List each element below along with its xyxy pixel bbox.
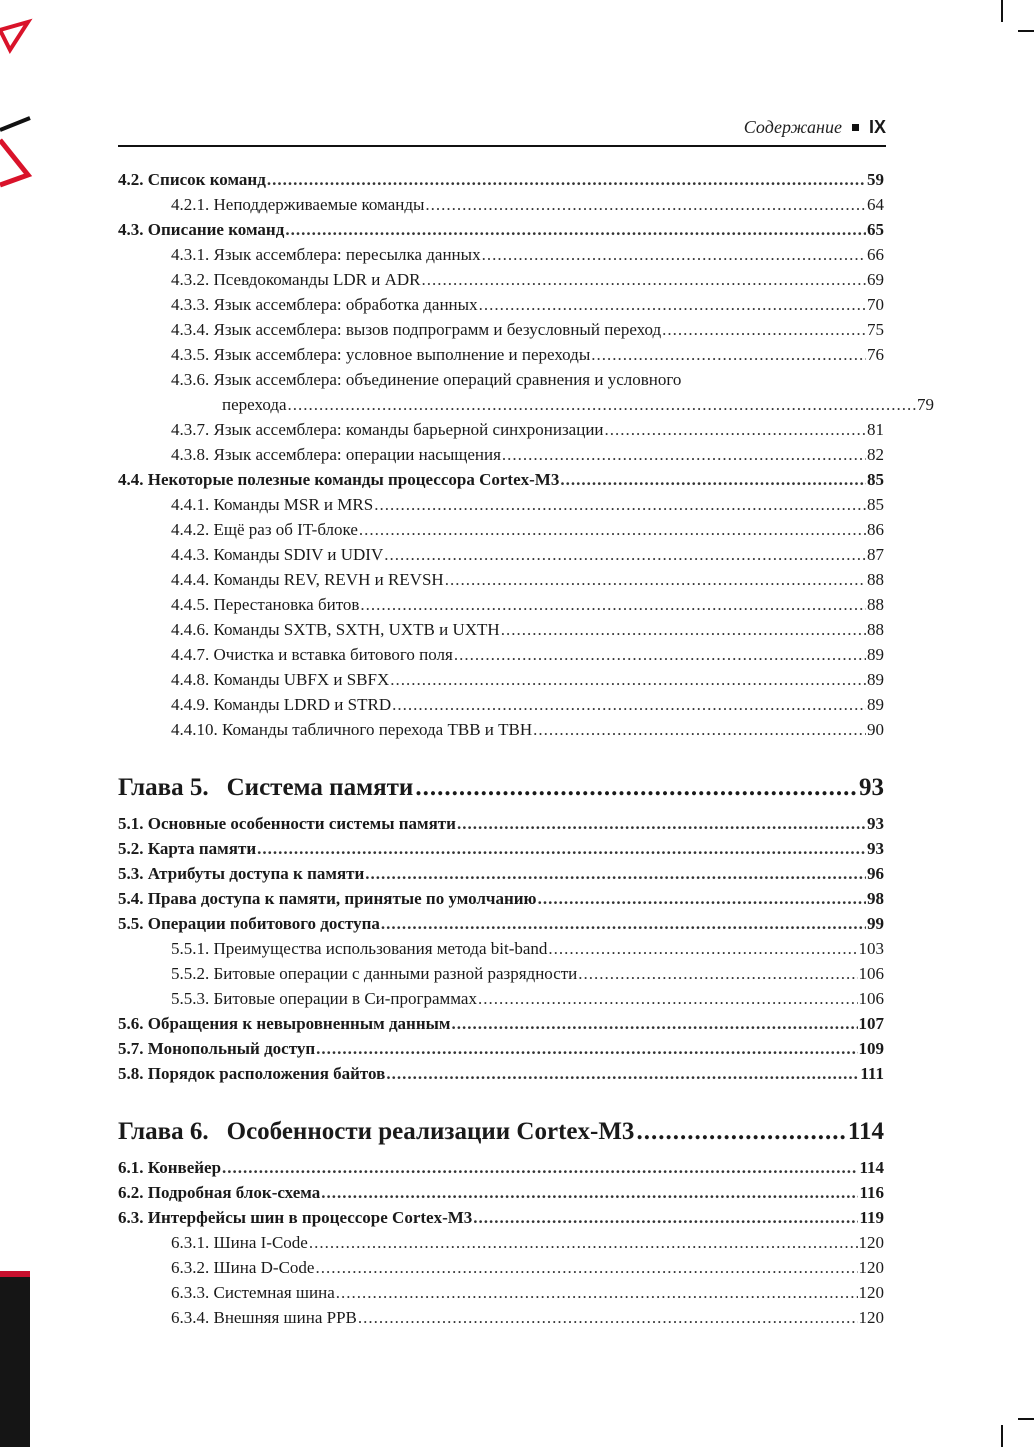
toc-entry[interactable] bbox=[118, 342, 884, 367]
toc-entry-text: 4.4.9. Команды LDRD и STRD bbox=[171, 695, 392, 714]
toc-entry-text: 4.4.1. Команды MSR и MRS bbox=[171, 495, 374, 514]
toc-entry[interactable] bbox=[118, 517, 884, 542]
toc-entry[interactable] bbox=[118, 642, 884, 667]
toc-entry-page: 120 bbox=[858, 1308, 884, 1327]
toc-entry[interactable] bbox=[118, 1011, 884, 1036]
leader-dots bbox=[315, 1255, 857, 1280]
toc-entry[interactable] bbox=[118, 1036, 884, 1061]
toc-entry-text: 5.1. Основные особенности системы памяти bbox=[118, 814, 456, 833]
leader-dots bbox=[384, 542, 866, 567]
toc-entry[interactable] bbox=[118, 467, 884, 492]
toc-entry-text: 6.1. Конвейер bbox=[118, 1158, 222, 1177]
toc-entry-page: 89 bbox=[867, 645, 884, 664]
toc-entry[interactable] bbox=[118, 667, 884, 692]
toc-entry-text: 4.3.3. Язык ассемблера: обработка данных bbox=[171, 295, 478, 314]
toc-entry-text: 4.4.5. Перестановка битов bbox=[171, 595, 360, 614]
toc-entry[interactable] bbox=[118, 567, 884, 592]
toc-entry-page: 103 bbox=[858, 939, 884, 958]
toc-entry[interactable] bbox=[118, 217, 884, 242]
chapter-label: Глава 6. bbox=[118, 1118, 209, 1145]
toc-entry-page: 88 bbox=[867, 620, 884, 639]
toc-entry-text: 6.3.2. Шина D-Code bbox=[171, 1258, 315, 1277]
leader-dots bbox=[591, 342, 866, 367]
toc-entry-text: 5.8. Порядок расположения байтов bbox=[118, 1064, 386, 1083]
toc-entry-text: 5.2. Карта памяти bbox=[118, 839, 257, 858]
toc-entry-text: 5.5. Операции побитового доступа bbox=[118, 914, 380, 933]
chapter-page: 114 bbox=[847, 1118, 884, 1145]
toc-entry-text: 4.4.6. Команды SXTB, SXTH, UXTB и UXTH bbox=[171, 620, 500, 639]
toc-entry-page: 88 bbox=[867, 570, 884, 589]
toc-entry-page: 106 bbox=[858, 964, 884, 983]
toc-entry-text: 6.3.1. Шина I-Code bbox=[171, 1233, 308, 1252]
toc-entry-text: 4.3.5. Язык ассемблера: условное выполнение и переходы bbox=[171, 345, 591, 364]
toc-entry-page: 88 bbox=[867, 595, 884, 614]
toc-entry[interactable] bbox=[118, 961, 884, 986]
leader-dots bbox=[445, 567, 866, 592]
toc-entry-page: 99 bbox=[867, 914, 884, 933]
crop-mark bbox=[1001, 0, 1003, 22]
chapter-label: Глава 5. bbox=[118, 774, 209, 801]
toc-entry-page: 116 bbox=[859, 1183, 884, 1202]
toc-entry-page: 79 bbox=[917, 395, 934, 414]
toc-entry[interactable] bbox=[118, 886, 884, 911]
toc-entry-wrapped[interactable] bbox=[118, 367, 884, 392]
leader-dots bbox=[374, 492, 866, 517]
toc-entry-page: 89 bbox=[867, 670, 884, 689]
toc-entry[interactable] bbox=[118, 442, 884, 467]
leader-dots bbox=[482, 242, 866, 267]
leader-dots bbox=[605, 417, 866, 442]
toc-entry-text: 5.3. Атрибуты доступа к памяти bbox=[118, 864, 365, 883]
leader-dots bbox=[336, 1280, 858, 1305]
toc-entry-text: 4.2.1. Неподдерживаемые команды bbox=[171, 195, 425, 214]
chapter-title: Особенности реализации Cortex-M3 bbox=[226, 1118, 635, 1145]
leader-dots bbox=[285, 217, 866, 242]
toc-entry[interactable] bbox=[118, 617, 884, 642]
toc-entry-text: 5.5.2. Битовые операции с данными разной разрядности bbox=[171, 964, 578, 983]
crop-mark bbox=[1018, 30, 1034, 32]
leader-dots bbox=[316, 1036, 857, 1061]
toc-entry-page: 81 bbox=[867, 420, 884, 439]
toc-entry[interactable] bbox=[118, 1205, 884, 1230]
leader-dots bbox=[560, 467, 866, 492]
toc-entry-page: 87 bbox=[867, 545, 884, 564]
toc-entry[interactable] bbox=[118, 167, 884, 192]
leader-dots bbox=[578, 961, 857, 986]
toc-entry[interactable] bbox=[118, 986, 884, 1011]
toc-group-chapter-5 bbox=[118, 811, 884, 1086]
toc-entry-text: 5.4. Права доступа к памяти, принятые по умолчанию bbox=[118, 889, 537, 908]
toc-entry[interactable] bbox=[118, 192, 884, 217]
toc-entry-page: 70 bbox=[867, 295, 884, 314]
toc-entry-page: 98 bbox=[867, 889, 884, 908]
toc-entry-page: 93 bbox=[867, 814, 884, 833]
leader-dots bbox=[533, 717, 866, 742]
leader-dots bbox=[381, 911, 866, 936]
toc-entry-page: 93 bbox=[867, 839, 884, 858]
toc-entry[interactable] bbox=[118, 1255, 884, 1280]
leader-dots bbox=[662, 317, 866, 342]
header-title: Содержание bbox=[743, 116, 842, 137]
chapter-page: 93 bbox=[859, 774, 884, 801]
toc-entry-text: 4.2. Список команд bbox=[118, 170, 266, 189]
toc-entry-page: 106 bbox=[858, 989, 884, 1008]
toc-entry[interactable] bbox=[118, 317, 884, 342]
leader-dots bbox=[425, 192, 866, 217]
leader-dots bbox=[222, 1155, 858, 1180]
toc-entry[interactable] bbox=[118, 1180, 884, 1205]
toc-entry-page: 59 bbox=[867, 170, 884, 189]
leader-dots bbox=[478, 986, 858, 1011]
toc-group-chapter-6 bbox=[118, 1155, 884, 1330]
toc-entry[interactable] bbox=[118, 542, 884, 567]
toc-entry-text: 4.3.2. Псевдокоманды LDR и ADR bbox=[171, 270, 421, 289]
leader-dots bbox=[422, 267, 867, 292]
leader-dots bbox=[365, 861, 866, 886]
toc-entry-text: 6.2. Подробная блок-схема bbox=[118, 1183, 321, 1202]
chapter-heading-5[interactable] bbox=[118, 770, 884, 806]
toc-entry-wrapped-cont[interactable] bbox=[118, 392, 934, 417]
leader-dots bbox=[538, 886, 866, 911]
leader-dots bbox=[454, 642, 866, 667]
toc-entry[interactable] bbox=[118, 592, 884, 617]
toc-entry-text: 5.6. Обращения к невыровненным данным bbox=[118, 1014, 451, 1033]
toc-entry[interactable] bbox=[118, 861, 884, 886]
toc-entry-text: 4.4.4. Команды REV, REVH и REVSH bbox=[171, 570, 444, 589]
leader-dots bbox=[358, 1305, 858, 1330]
leader-dots bbox=[452, 1011, 858, 1036]
toc-entry-text: 4.3.7. Язык ассемблера: команды барьерной синхронизации bbox=[171, 420, 604, 439]
toc-entry[interactable] bbox=[118, 1280, 884, 1305]
toc-entry-page: 85 bbox=[867, 470, 884, 489]
toc-entry-page: 120 bbox=[858, 1283, 884, 1302]
leader-dots bbox=[548, 936, 857, 961]
toc-entry-page: 107 bbox=[858, 1014, 884, 1033]
table-of-contents bbox=[118, 167, 934, 1330]
toc-entry-page: 109 bbox=[858, 1039, 884, 1058]
leader-dots bbox=[267, 167, 866, 192]
leader-dots bbox=[473, 1205, 858, 1230]
toc-entry-text: 4.4.2. Ещё раз об IT-блоке bbox=[171, 520, 358, 539]
leader-dots bbox=[321, 1180, 858, 1205]
toc-entry-page: 76 bbox=[867, 345, 884, 364]
leader-dots bbox=[390, 667, 866, 692]
toc-entry-text: 4.3.1. Язык ассемблера: пересылка данных bbox=[171, 245, 481, 264]
leader-dots bbox=[359, 517, 866, 542]
toc-entry[interactable] bbox=[118, 936, 884, 961]
toc-entry-page: 75 bbox=[867, 320, 884, 339]
toc-entry-text: 4.4.8. Команды UBFX и SBFX bbox=[171, 670, 390, 689]
toc-entry[interactable] bbox=[118, 811, 884, 836]
toc-entry[interactable] bbox=[118, 267, 884, 292]
toc-entry[interactable] bbox=[118, 1305, 884, 1330]
chapter-edge-tab bbox=[0, 1271, 30, 1447]
toc-entry[interactable] bbox=[118, 1061, 884, 1086]
toc-entry[interactable] bbox=[118, 911, 884, 936]
toc-entry-page: 111 bbox=[860, 1064, 884, 1083]
toc-entry[interactable] bbox=[118, 417, 884, 442]
toc-entry-text: 5.5.1. Преимущества использования метода bit-band bbox=[171, 939, 548, 958]
toc-entry-text: 6.3. Интерфейсы шин в процессоре Cortex-M3 bbox=[118, 1208, 473, 1227]
leader-dots bbox=[386, 1061, 859, 1086]
toc-entry-text: 4.4.3. Команды SDIV и UDIV bbox=[171, 545, 384, 564]
leader-dots bbox=[415, 770, 857, 806]
toc-entry[interactable] bbox=[118, 692, 884, 717]
toc-entry-text: 6.3.3. Системная шина bbox=[171, 1283, 335, 1302]
leader-dots bbox=[257, 836, 866, 861]
header-bullet-icon bbox=[852, 124, 859, 131]
toc-entry-page: 86 bbox=[867, 520, 884, 539]
leader-dots bbox=[309, 1230, 858, 1255]
leader-dots bbox=[457, 811, 866, 836]
leader-dots bbox=[392, 692, 866, 717]
toc-entry-text: 4.3.8. Язык ассемблера: операции насыщения bbox=[171, 445, 501, 464]
crop-mark bbox=[1018, 1418, 1034, 1420]
toc-entry-page: 85 bbox=[867, 495, 884, 514]
toc-entry[interactable] bbox=[118, 1155, 884, 1180]
chapter-title: Система памяти bbox=[226, 774, 414, 801]
toc-entry-page: 119 bbox=[859, 1208, 884, 1227]
toc-entry-page: 69 bbox=[867, 270, 884, 289]
toc-entry[interactable] bbox=[118, 717, 884, 742]
toc-group-4-2 bbox=[118, 167, 884, 367]
leader-dots bbox=[360, 592, 866, 617]
toc-entry-page: 96 bbox=[867, 864, 884, 883]
toc-entry-page: 89 bbox=[867, 695, 884, 714]
toc-entry-text: 4.3. Описание команд bbox=[118, 220, 285, 239]
toc-entry-text: 4.4.7. Очистка и вставка битового поля bbox=[171, 645, 453, 664]
toc-entry-text: перехода bbox=[222, 395, 287, 414]
toc-entry-page: 114 bbox=[859, 1158, 884, 1177]
toc-group-4-3-4-4 bbox=[118, 417, 884, 742]
toc-entry-text: 6.3.4. Внешняя шина PPB bbox=[171, 1308, 357, 1327]
toc-entry-page: 120 bbox=[858, 1233, 884, 1252]
header-rule bbox=[118, 145, 886, 147]
toc-entry-page: 90 bbox=[867, 720, 884, 739]
toc-entry-page: 82 bbox=[867, 445, 884, 464]
toc-entry-page: 120 bbox=[858, 1258, 884, 1277]
toc-entry[interactable] bbox=[118, 1230, 884, 1255]
toc-entry[interactable] bbox=[118, 242, 884, 267]
header-page-number: IX bbox=[868, 116, 886, 137]
print-registration-mark bbox=[0, 0, 34, 200]
chapter-heading-6[interactable] bbox=[118, 1114, 884, 1150]
toc-entry-text: 4.4.10. Команды табличного перехода TBB и TBH bbox=[171, 720, 533, 739]
leader-dots bbox=[502, 442, 866, 467]
toc-entry[interactable] bbox=[118, 292, 884, 317]
toc-entry-text: 5.5.3. Битовые операции в Си-программах bbox=[171, 989, 477, 1008]
leader-dots bbox=[288, 392, 916, 417]
leader-dots bbox=[636, 1114, 845, 1150]
toc-entry[interactable] bbox=[118, 836, 884, 861]
toc-entry[interactable] bbox=[118, 492, 884, 517]
toc-entry-text: 4.4. Некоторые полезные команды процессора Cortex-M3 bbox=[118, 470, 560, 489]
running-header bbox=[118, 112, 886, 142]
toc-entry-page: 66 bbox=[867, 245, 884, 264]
toc-entry-page: 64 bbox=[867, 195, 884, 214]
toc-entry-page: 65 bbox=[867, 220, 884, 239]
toc-entry-text: 4.3.4. Язык ассемблера: вызов подпрограмм и безусловный переход bbox=[171, 320, 662, 339]
leader-dots bbox=[501, 617, 866, 642]
toc-entry-text: 4.3.6. Язык ассемблера: объединение операций сравнения и условного bbox=[171, 370, 682, 389]
crop-mark bbox=[1001, 1425, 1003, 1447]
leader-dots bbox=[479, 292, 866, 317]
toc-entry-text: 5.7. Монопольный доступ bbox=[118, 1039, 316, 1058]
